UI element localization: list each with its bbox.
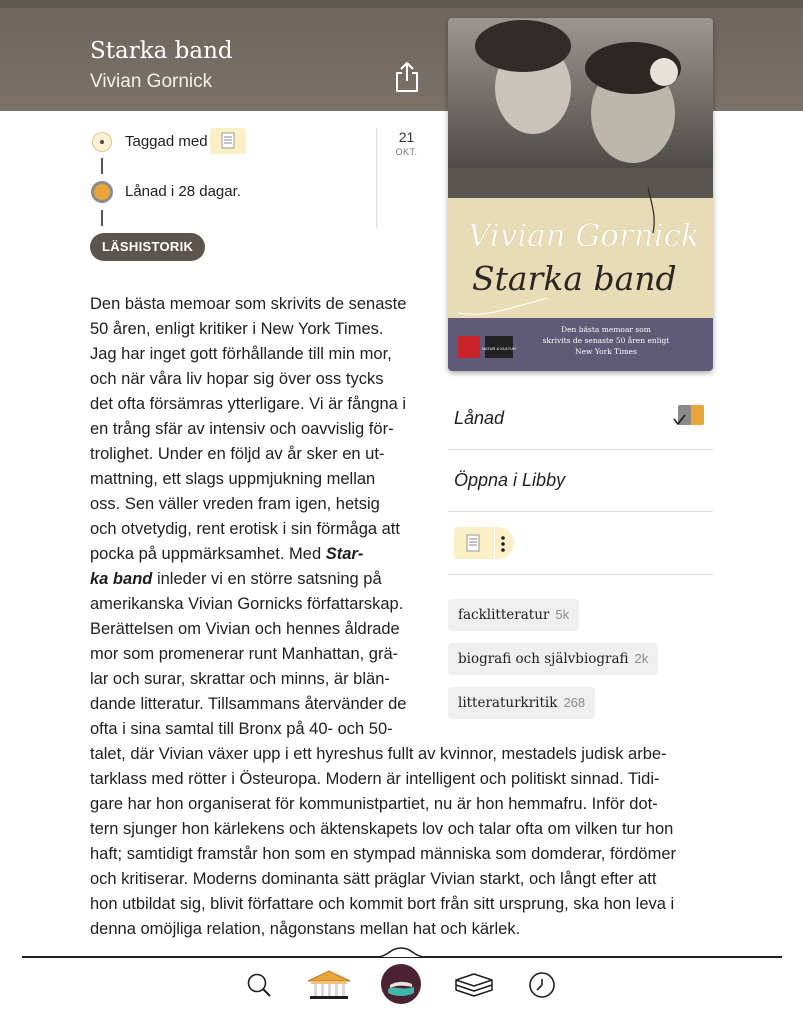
more-options-icon[interactable] (494, 527, 514, 559)
cover-author-script: Vivian Gornick (468, 218, 700, 254)
book-stack-icon (452, 970, 496, 1000)
description-line: dande litteratur. Tillsammans återvänder de (90, 695, 407, 713)
nav-search[interactable] (244, 970, 274, 1000)
timeline-connector (101, 158, 103, 174)
description-line: oss. Sen väller vreden fram igen, hetsig (90, 495, 380, 513)
open-in-libby-row[interactable] (448, 450, 713, 512)
cover-title-script: Starka band (472, 259, 677, 298)
description-line: ofta i sina samtal till Bronx på 40- och 50- (90, 720, 393, 738)
date-day: 21 (398, 129, 415, 145)
book-title-emphasis: Star- (325, 545, 364, 563)
description-line: 50 åren, enligt kritiker i New York Times. (90, 320, 384, 338)
description-line: tern sjunger hon kärlekens och äktenskapets lov och talar ofta om vilken tur hon (90, 820, 674, 838)
description-line: hon utbildat sig, blivit författare och kommit bort från sitt ursprung, ska hon leva i (90, 895, 675, 913)
description-line: talet, där Vivian växer upp i ett hyreshus fullt av kvinnor, mestadels judisk arbe- (90, 745, 667, 763)
book-title-emphasis: ka band (90, 570, 153, 588)
open-in-libby-label: Öppna i Libby (454, 470, 566, 490)
search-icon (244, 970, 274, 1000)
description-line: och när våra liv hopar sig över oss tycks (90, 370, 384, 388)
description-text: pocka på uppmärksamhet. Med (90, 545, 326, 563)
genre-count: 2k (634, 651, 649, 666)
cover-tagline-1: Den bästa memoar som (561, 325, 651, 334)
description-line: tarklass med rötter i Östeuropa. Modern är intelligent och politiskt sinnad. Tidi- (90, 770, 660, 788)
description-line: amerikanska Vivian Gornicks författarskap. (90, 595, 404, 613)
nav-shelf[interactable] (452, 970, 496, 1000)
libby-logo-icon (380, 963, 422, 1005)
timeline-connector (101, 210, 103, 226)
nav-timeline[interactable] (527, 970, 557, 1000)
tagged-label: Taggad med (125, 133, 208, 150)
description-line: denna omöjliga relation, någonstans mellan hat och kärlek. (90, 920, 521, 938)
genre-name: facklitteratur (458, 607, 550, 623)
description-line: trolighet. Under en följd av år sker en ut- (90, 445, 385, 463)
list-tag-icon (210, 128, 246, 154)
nav-library[interactable] (305, 968, 353, 1002)
loaned-label: Lånad (454, 408, 505, 428)
genre-count: 268 (563, 695, 586, 710)
cover-tagline-2: skrivits de senaste 50 åren enligt (542, 336, 670, 345)
tags-row (448, 512, 713, 575)
book-author[interactable]: Vivian Gornick (90, 71, 213, 92)
loan-event-dot (91, 181, 113, 203)
description-line: och kritiserar. Moderns dominanta sätt präglar Vivian starkt, och långt efter att (90, 870, 657, 888)
date-month: OKT. (395, 147, 418, 157)
description-line: det ofta försämras ytterligare. Vi är fångna i (90, 395, 407, 413)
library-building-icon (305, 968, 353, 1002)
book-title: Starka band (90, 38, 233, 64)
genre-chip[interactable] (448, 687, 595, 719)
nav-libby-home[interactable] (380, 963, 422, 1005)
genre-chip[interactable] (448, 643, 658, 675)
loan-status-icon (672, 403, 706, 429)
description-line: Berättelsen om Vivian och hennes åldrade (90, 620, 400, 638)
book-cover[interactable] (448, 18, 713, 371)
genre-name: litteraturkritik (458, 695, 558, 711)
share-icon (393, 60, 421, 94)
description-line: och otvetydig, rent erotisk i sin förmåga att (90, 520, 400, 538)
tag-event-dot (92, 132, 112, 152)
loan-duration-label: Lånad i 28 dagar. (125, 183, 241, 200)
description-line: haft; samtidigt framstår hon som en stympad människa som domderar, fördömer (90, 845, 676, 863)
description-line: lar och surar, skrattar och minns, är blän- (90, 670, 390, 688)
description-line: Jag har inget gott förhållande till min mor, (90, 345, 392, 363)
genre-name: biografi och självbiografi (458, 651, 629, 667)
genre-chip[interactable] (448, 599, 579, 631)
description-line: mor som promenerar runt Manhattan, grä- (90, 645, 399, 663)
loan-timeline (90, 126, 380, 236)
status-strip (0, 0, 803, 8)
reading-history-button[interactable]: LÄSHISTORIK (90, 233, 205, 261)
description-line (90, 567, 382, 592)
loan-date (376, 128, 436, 228)
nav-notch (376, 947, 426, 959)
description-line: gare har hon organiserat för kommunistpartiet, nu är hon hemmafru. Inför dot- (90, 795, 658, 813)
description-line (90, 542, 363, 567)
cover-image (448, 18, 713, 371)
description-text: inleder vi en större satsning på (152, 570, 382, 588)
tag-chip[interactable] (210, 128, 246, 154)
description-line: Den bästa memoar som skrivits de senaste (90, 295, 407, 313)
cover-publisher: NATUR & KULTUR (481, 346, 517, 351)
share-button[interactable] (393, 60, 421, 94)
tag-button[interactable] (454, 527, 514, 559)
clock-icon (527, 970, 557, 1000)
cover-tagline-3: New York Times (575, 347, 637, 356)
list-tag-icon (454, 527, 494, 559)
genre-count: 5k (555, 607, 570, 622)
description-line: en trång sfär av intensiv och oavvislig för- (90, 420, 394, 438)
loaned-row[interactable] (448, 388, 713, 450)
description-line: mattning, ett slags uppmjukning mellan (90, 470, 376, 488)
